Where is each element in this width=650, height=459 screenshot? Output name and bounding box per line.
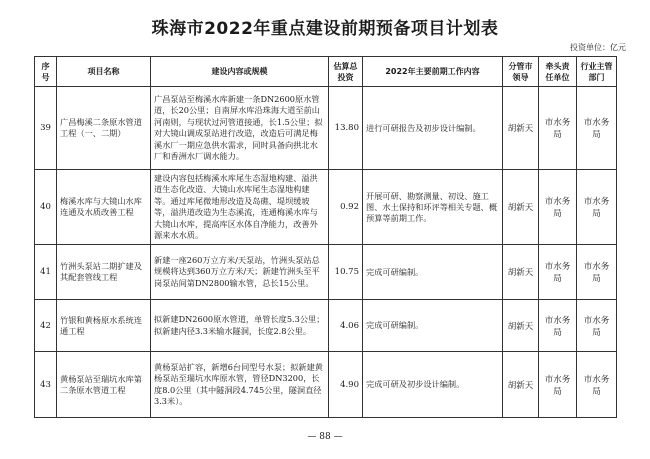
cell-leader: 胡新天 [503, 300, 539, 352]
cell-name: 黄杨泵站至瑞坑水库第二条原水管道工程 [57, 352, 151, 418]
cell-invest: 0.92 [329, 170, 363, 245]
cell-work: 完成可研编制。 [363, 245, 503, 300]
table-row [35, 245, 617, 300]
cell-work: 完成可研及初步设计编制。 [363, 352, 503, 418]
cell-invest: 4.06 [329, 300, 363, 352]
cell-dept: 市水务局 [577, 170, 617, 245]
cell-invest: 13.80 [329, 87, 363, 170]
cell-leader: 胡新天 [503, 245, 539, 300]
header-work: 2022年主要前期工作内容 [363, 57, 503, 87]
cell-content: 黄杨泵站扩容，新增6台同型号水泵；拟新建黄杨泵站至瑞坑水库原水管，管径DN3200，长度8.0公里（其中隧洞段4.745公里，隧洞直径3.3米）。 [151, 352, 329, 418]
cell-seq: 39 [35, 87, 57, 170]
cell-content: 新建一座260万立方米/天泵站，竹洲头泵站总规模将达到360万立方米/天；新建竹洲头至平岗泵站间第DN2800输水管，总长15公里。 [151, 245, 329, 300]
header-content: 建设内容或规模 [151, 57, 329, 87]
cell-lead-unit: 市水务局 [539, 170, 577, 245]
cell-seq: 42 [35, 300, 57, 352]
table-row [35, 300, 617, 352]
cell-dept: 市水务局 [577, 352, 617, 418]
header-lead-unit: 牵头责任单位 [539, 57, 577, 87]
cell-work: 开展可研、勘察测量、初设、施工图、水土保持和环评等相关专题、概预算等前期工作。 [363, 170, 503, 245]
cell-name: 竹洲头泵站二期扩建及其配套管线工程 [57, 245, 151, 300]
cell-lead-unit: 市水务局 [539, 87, 577, 170]
header-leader: 分管市领导 [503, 57, 539, 87]
header-seq: 序号 [35, 57, 57, 87]
cell-seq: 41 [35, 245, 57, 300]
cell-content: 广昌泵站至梅溪水库新建一条DN2600原水管道，长20公里；自南屏水库沿珠海大道至前山河南则，与现状过河管道接通，长1.5公里；拟对大镜山调成泵站进行改造，改造后可满足梅溪水厂一期应急供水需求，同时具备向拱北水厂和香洲水厂调水能力。 [151, 87, 329, 170]
cell-lead-unit: 市水务局 [539, 352, 577, 418]
cell-name: 广昌梅溪二条原水管道工程（一、二期） [57, 87, 151, 170]
cell-leader: 胡新天 [503, 170, 539, 245]
cell-seq: 40 [35, 170, 57, 245]
cell-name: 竹银和黄杨原水系统连通工程 [57, 300, 151, 352]
table-row [35, 170, 617, 245]
document-title: 珠海市2022年重点建设前期预备项目计划表 [151, 19, 499, 39]
page-number: — 88 — [307, 432, 343, 442]
cell-lead-unit: 市水务局 [539, 300, 577, 352]
cell-content: 拟新建DN2600原水管道，单管长度5.3公里；拟新建内径3.3米输水隧洞，长度2.8公里。 [151, 300, 329, 352]
header-invest: 估算总投资 [329, 57, 363, 87]
cell-name: 梅溪水库与大镜山水库连通及水质改善工程 [57, 170, 151, 245]
cell-dept: 市水务局 [577, 87, 617, 170]
cell-content: 建设内容包括梅溪水库尾生态湿地构建、溢洪道生态化改造、大镜山水库尾生态湿地构建等。通过库尾微地形改造及岛礁、堤坝缓坡等，溢洪道改造为生态溪流，连通梅溪水库与大镜山水库，提高库区水体自净能力，改善外源来水水质。 [151, 170, 329, 245]
cell-invest: 10.75 [329, 245, 363, 300]
table-header-row [35, 57, 617, 87]
cell-leader: 胡新天 [503, 352, 539, 418]
cell-leader: 胡新天 [503, 87, 539, 170]
header-dept: 行业主管部门 [577, 57, 617, 87]
cell-dept: 市水务局 [577, 245, 617, 300]
project-table [34, 56, 617, 418]
cell-seq: 43 [35, 352, 57, 418]
table-row [35, 352, 617, 418]
cell-invest: 4.90 [329, 352, 363, 418]
cell-dept: 市水务局 [577, 300, 617, 352]
cell-work: 完成可研编制。 [363, 300, 503, 352]
unit-label: 投资单位：亿元 [570, 43, 626, 52]
header-name: 项目名称 [57, 57, 151, 87]
cell-lead-unit: 市水务局 [539, 245, 577, 300]
table-row [35, 87, 617, 170]
cell-work: 进行可研报告及初步设计编制。 [363, 87, 503, 170]
